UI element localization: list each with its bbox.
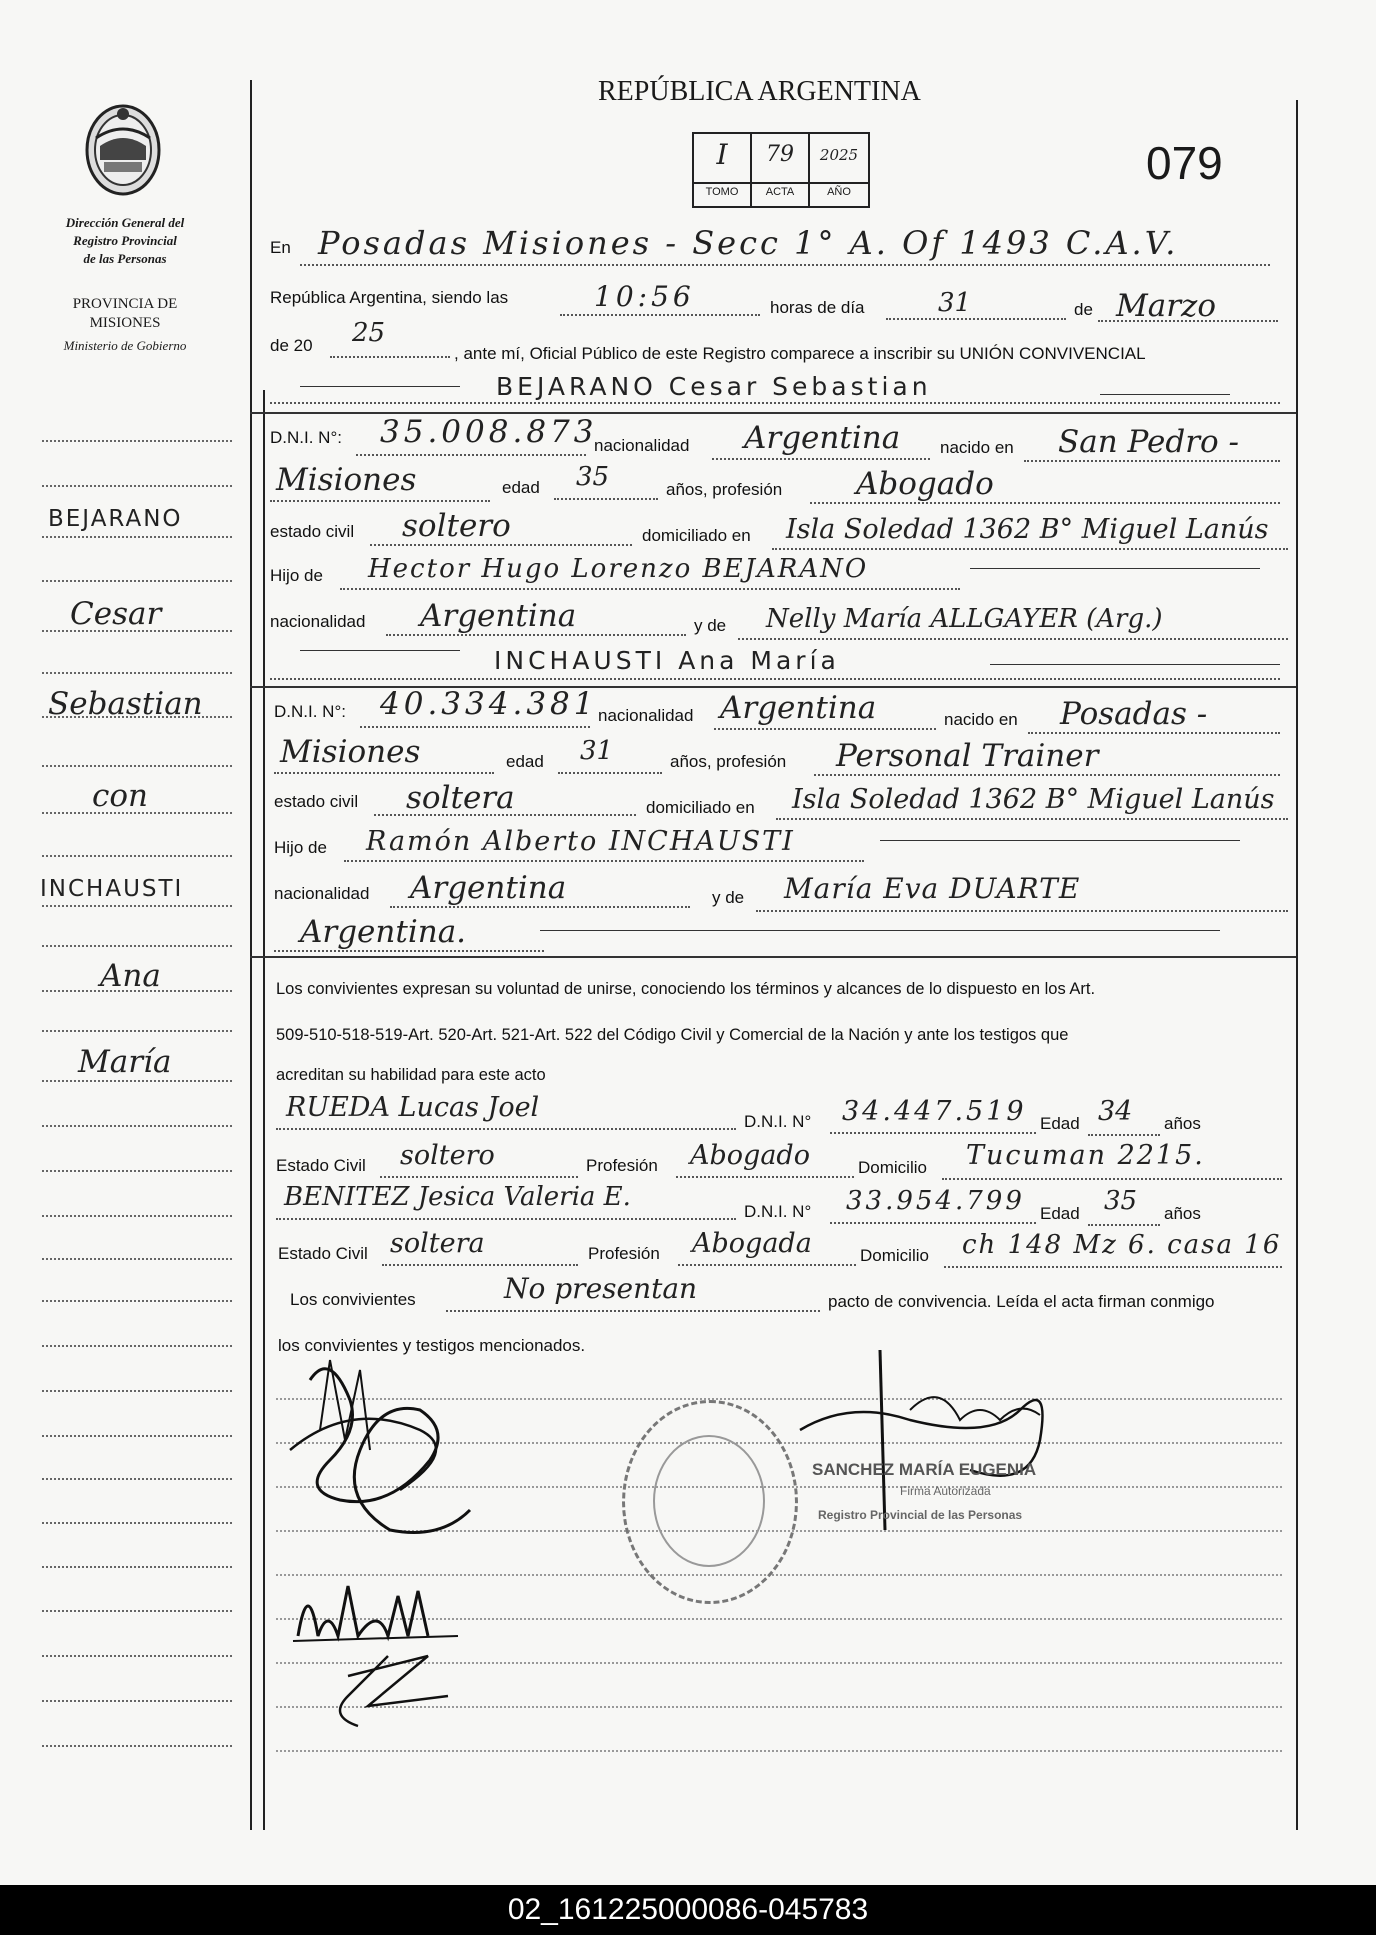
w1-domicilio-value: Tucuman 2215. <box>966 1140 1205 1171</box>
margin-line <box>42 1258 232 1260</box>
declaration-line-1: Los convivientes expresan su voluntad de unirse, conociendo los términos y alcances de lo dispuesto en los Art. <box>276 980 1096 998</box>
anio-label: AÑO <box>827 186 851 198</box>
agency-line-1: Dirección General del <box>65 215 185 230</box>
official-round-stamp <box>622 1400 798 1604</box>
sidebar-name: Sebastian <box>48 686 203 722</box>
tomo-acta-box <box>692 132 870 208</box>
ministry-line: Ministerio de Gobierno <box>63 338 187 353</box>
p2-birthplace-b: Misiones <box>280 734 421 770</box>
official-role: Firma Autorizada <box>900 1484 991 1498</box>
p2-edad-value: 31 <box>580 736 614 766</box>
p2-father-nac: Argentina <box>410 870 567 906</box>
p1-edad-label: edad <box>502 478 540 497</box>
location-value: Posadas Misiones - Secc 1° A. Of 1493 C.A.V. <box>318 224 1179 262</box>
margin-line <box>42 855 232 857</box>
margin-line <box>42 945 232 947</box>
sidebar-name: INCHAUSTI <box>40 876 184 902</box>
p2-yde-label: y de <box>712 888 745 907</box>
margin-line <box>42 1745 232 1747</box>
p2-mother-value: María Eva DUARTE <box>784 872 1081 905</box>
pacto-value: No presentan <box>504 1272 698 1305</box>
p2-father-value: Ramón Alberto INCHAUSTI <box>366 826 795 857</box>
w1-dni-label: D.N.I. N° <box>744 1112 812 1131</box>
margin-line <box>42 1030 232 1032</box>
p1-nacionalidad-value: Argentina <box>744 420 901 456</box>
signature-scribble <box>270 1340 490 1550</box>
p1-domicilio-value: Isla Soledad 1362 B° Miguel Lanús <box>786 514 1269 545</box>
w1-name: RUEDA Lucas Joel <box>286 1092 540 1123</box>
p2-domicilio-label: domiciliado en <box>646 798 755 817</box>
time-value: 10:56 <box>594 280 695 313</box>
convivientes-label: Los convivientes <box>290 1290 416 1309</box>
sidebar-name: Cesar <box>70 596 162 632</box>
margin-line <box>42 765 232 767</box>
acta-value: 79 <box>766 142 794 167</box>
margin-line <box>42 1300 232 1302</box>
comparece-text: , ante mí, Oficial Público de este Registro comparece a inscribir su UNIÓN CONVIVENCIAL <box>454 344 1146 363</box>
margin-line <box>42 536 232 538</box>
official-agency: Registro Provincial de las Personas <box>818 1508 1023 1522</box>
tomo-value: I <box>716 138 728 171</box>
anio-value: 2025 <box>819 146 859 164</box>
agency-line-2: Registro Provincial <box>73 233 177 248</box>
p1-father-value: Hector Hugo Lorenzo BEJARANO <box>368 554 869 584</box>
signature-scribble <box>288 1566 488 1736</box>
p2-nacido-label: nacido en <box>944 710 1018 729</box>
margin-line <box>42 1478 232 1480</box>
w2-domicilio-value: ch 148 Mz 6. casa 16 <box>962 1230 1282 1260</box>
siendo-label: República Argentina, siendo las <box>270 288 509 307</box>
official-name: SANCHEZ MARÍA EUGENIA <box>812 1460 1037 1479</box>
pacto-text: pacto de convivencia. Leída el acta firman conmigo <box>828 1292 1215 1311</box>
tomo-label: TOMO <box>705 186 739 198</box>
margin-line <box>42 440 232 442</box>
margin-line <box>42 1170 232 1172</box>
p1-hijo-label: Hijo de <box>270 566 323 585</box>
province-line-2: MISIONES <box>89 315 161 331</box>
p2-estado-value: soltera <box>406 780 515 816</box>
day-value: 31 <box>938 288 972 318</box>
right-border-line <box>1296 100 1298 1830</box>
month-value: Marzo <box>1116 288 1217 324</box>
p2-domicilio-value: Isla Soledad 1362 B° Miguel Lanús <box>792 784 1275 815</box>
declaration-line-3: acreditan su habilidad para este acto <box>276 1066 546 1084</box>
province-line-1: PROVINCIA DE <box>72 296 178 312</box>
sidebar-name: con <box>92 778 148 814</box>
p2-nacionalidad-label: nacionalidad <box>598 706 694 725</box>
margin-line <box>42 1700 232 1702</box>
en-label: En <box>270 238 291 257</box>
w2-estado-label: Estado Civil <box>278 1244 368 1263</box>
p1-estado-value: soltero <box>402 508 511 544</box>
margin-line <box>42 1610 232 1612</box>
section-divider <box>250 956 1296 958</box>
p1-yde-label: y de <box>694 616 727 635</box>
sidebar-name: Ana <box>100 958 161 994</box>
margin-line <box>42 1522 232 1524</box>
margin-line <box>42 1345 232 1347</box>
p2-birthplace-a: Posadas - <box>1060 696 1208 732</box>
w1-profesion-value: Abogado <box>690 1140 810 1171</box>
w1-dni-value: 34.447.519 <box>842 1096 1027 1127</box>
p1-profesion-value: Abogado <box>856 466 994 502</box>
w2-edad-label: Edad <box>1040 1204 1080 1223</box>
w2-anios-label: años <box>1164 1204 1201 1223</box>
p1-estado-label: estado civil <box>270 522 355 541</box>
party2-name: INCHAUSTI Ana María <box>494 646 840 675</box>
year-prefix: de 20 <box>270 336 313 355</box>
horas-label: horas de día <box>770 298 865 317</box>
w1-anios-label: años <box>1164 1114 1201 1133</box>
provincial-crest-icon <box>82 98 164 198</box>
margin-line <box>42 1655 232 1657</box>
p1-father-nac: Argentina <box>420 598 577 634</box>
p2-dni-label: D.N.I. N°: <box>274 702 346 721</box>
inner-border-line <box>263 390 265 1830</box>
p1-nacionalidad-label: nacionalidad <box>594 436 690 455</box>
p1-nacido-label: nacido en <box>940 438 1014 457</box>
year-value: 25 <box>352 318 386 348</box>
country-title: REPÚBLICA ARGENTINA <box>598 76 921 107</box>
w1-estado-value: soltero <box>400 1140 495 1171</box>
p2-dni-value: 40.334.381 <box>380 686 598 722</box>
agency-line-3: de las Personas <box>83 251 167 266</box>
margin-line <box>42 580 232 582</box>
margin-line <box>42 1215 232 1217</box>
p2-hijo-label: Hijo de <box>274 838 327 857</box>
margin-line <box>42 1566 232 1568</box>
declaration-line-2: 509-510-518-519-Art. 520-Art. 521-Art. 522 del Código Civil y Comercial de la Nación y ante los testigos que <box>276 1026 1069 1044</box>
w2-profesion-label: Profesión <box>588 1244 660 1263</box>
sidebar-name: María <box>78 1044 172 1080</box>
p2-profesion-value: Personal Trainer <box>836 738 1099 774</box>
w1-edad-label: Edad <box>1040 1114 1080 1133</box>
w2-edad-value: 35 <box>1104 1186 1138 1216</box>
de-label: de <box>1074 300 1093 319</box>
w1-estado-label: Estado Civil <box>276 1156 366 1175</box>
margin-line <box>42 1390 232 1392</box>
p2-nacionalidad-value: Argentina <box>720 690 877 726</box>
margin-line <box>42 1435 232 1437</box>
closing-final-line: los convivientes y testigos mencionados. <box>278 1336 586 1355</box>
acta-label: ACTA <box>765 186 795 198</box>
w1-domicilio-label: Domicilio <box>858 1158 927 1177</box>
p2-edad-label: edad <box>506 752 544 771</box>
p1-birthplace-a: San Pedro - <box>1058 424 1240 460</box>
p1-edad-value: 35 <box>576 462 610 492</box>
p1-dni-label: D.N.I. N°: <box>270 428 342 447</box>
w2-dni-value: 33.954.799 <box>846 1186 1025 1216</box>
sidebar-name: BEJARANO <box>48 506 183 532</box>
w2-name: BENITEZ Jesica Valeria E. <box>284 1182 631 1212</box>
p1-domicilio-label: domiciliado en <box>642 526 751 545</box>
w2-dni-label: D.N.I. N° <box>744 1202 812 1221</box>
p1-mother-value: Nelly María ALLGAYER (Arg.) <box>766 604 1163 634</box>
w2-profesion-value: Abogada <box>692 1228 812 1259</box>
left-border-line <box>250 80 252 1830</box>
margin-line <box>42 905 232 907</box>
party1-name: BEJARANO Cesar Sebastian <box>496 372 932 401</box>
p1-profesion-label: años, profesión <box>666 480 783 499</box>
w1-edad-value: 34 <box>1098 1096 1133 1127</box>
scan-id-bar: 02_161225000086-045783 <box>0 1885 1376 1935</box>
p1-nac2-label: nacionalidad <box>270 612 366 631</box>
w2-estado-value: soltera <box>390 1228 485 1259</box>
acta-number: 079 <box>1146 137 1223 189</box>
p1-dni-value: 35.008.873 <box>380 414 598 450</box>
margin-line <box>42 672 232 674</box>
p2-profesion-label: años, profesión <box>670 752 787 771</box>
p2-estado-label: estado civil <box>274 792 359 811</box>
w2-domicilio-label: Domicilio <box>860 1246 929 1265</box>
margin-line <box>42 1125 232 1127</box>
w1-profesion-label: Profesión <box>586 1156 658 1175</box>
p2-nac2-label: nacionalidad <box>274 884 370 903</box>
p1-birthplace-b: Misiones <box>276 462 417 498</box>
margin-line <box>42 1080 232 1082</box>
p2-mother-nac: Argentina. <box>300 914 467 950</box>
margin-line <box>42 485 232 487</box>
